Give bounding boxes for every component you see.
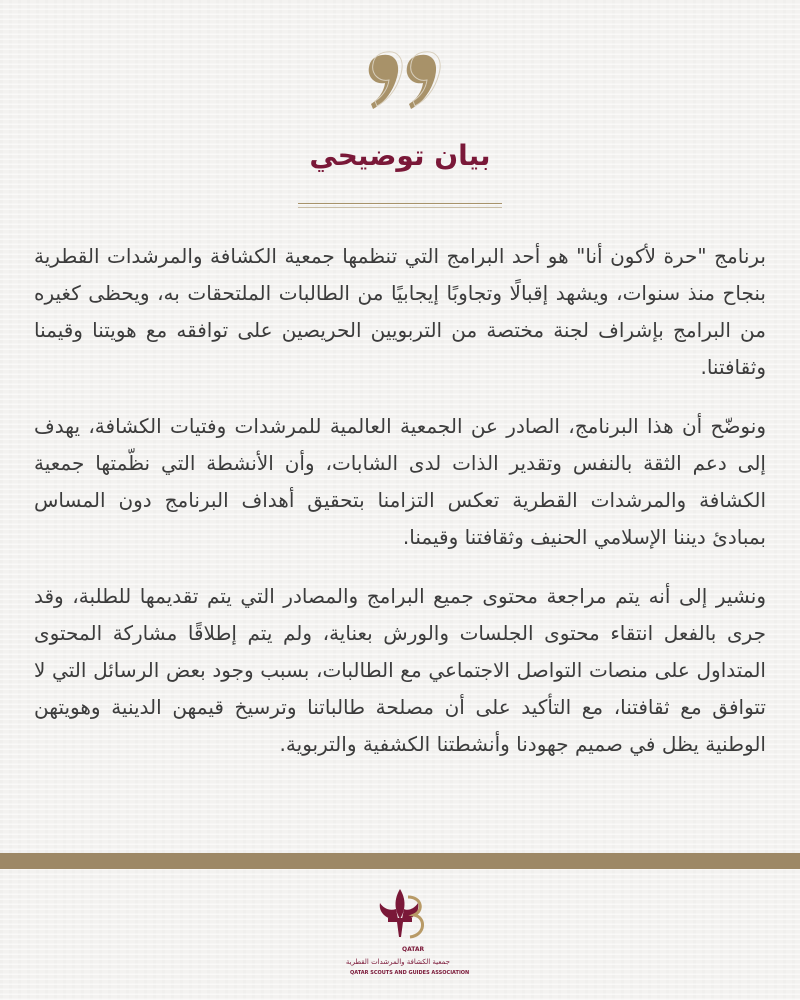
association-logo [345, 885, 470, 990]
title-divider [298, 202, 502, 210]
footer-band [0, 853, 800, 869]
statement-paragraph: ونشير إلى أنه يتم مراجعة محتوى جميع البرامج والمصادر التي يتم تقديمها للطلبة، وقد جرى بالفعل انتقاء محتوى الجلسات والورش بعناية، ولم يتم إطلاقًا مشاركة المحتوى المتداول على منصات التواصل الاجتماعي مع الطالبات، بسبب وجود بعض الرسائل التي لا تتوافق مع ثقافتنا، مع التأكيد على أن مصلحة طالباتنا وترسيخ قيمهن الدينية وهويتهن الوطنية يظل في صميم جهودنا وأنشطتنا الكشفية والتربوية. [34, 584, 766, 756]
scouts-fleur-de-lis-logo-icon [370, 885, 430, 947]
logo-country-label: QATAR [402, 946, 425, 953]
logo-arabic-name: جمعية الكشافة والمرشدات القطرية [345, 958, 450, 966]
statement-paragraph: ونوضّح أن هذا البرنامج، الصادر عن الجمعية العالمية للمرشدات وفتيات الكشافة، يهدف إلى دعم الثقة بالنفس وتقدير الذات لدى الشابات، وأن الأنشطة التي نظّمتها جمعية الكشافة والمرشدات القطرية تعكس التزامنا بتحقيق أهداف البرنامج دون المساس بمبادئ ديننا الإسلامي الحنيف وثقافتنا وقيمنا. [34, 414, 766, 549]
statement-body [34, 238, 766, 763]
logo-english-name: QATAR SCOUTS AND GUIDES ASSOCIATION [350, 970, 470, 976]
page-title: بيان توضيحي [309, 139, 491, 172]
statement-paragraph: برنامج "حرة لأكون أنا" هو أحد البرامج التي تنظمها جمعية الكشافة والمرشدات القطرية بنجاح منذ سنوات، ويشهد إقبالًا وتجاوبًا إيجابيًا من الطالبات الملتحقات به، ويحظى كغيره من البرامج بإشراف لجنة مختصة من التربويين الحريصين على توافقه مع هويتنا وقيمنا وثقافتنا. [34, 244, 766, 379]
closing-quote-icon [356, 44, 446, 114]
